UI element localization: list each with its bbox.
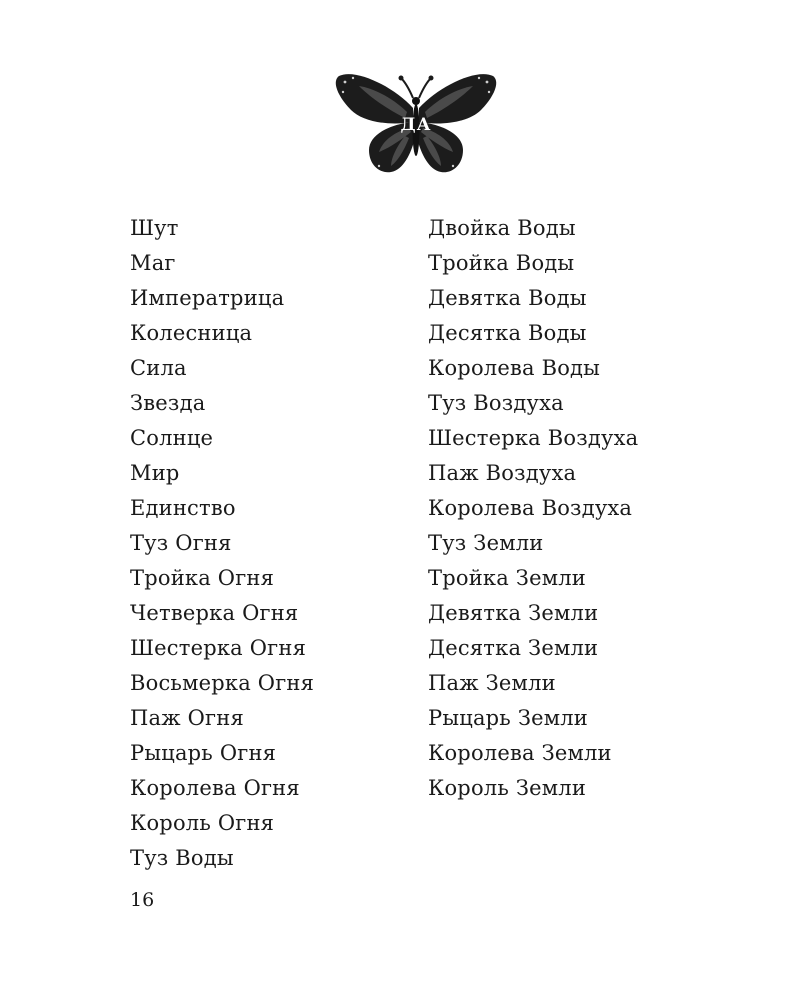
card-name: Девятка Воды xyxy=(428,286,587,310)
card-name: Шестерка Воздуха xyxy=(428,426,639,450)
card-name: Туз Огня xyxy=(130,531,232,555)
card-name: Шут xyxy=(130,216,179,240)
card-list-left xyxy=(130,211,314,876)
card-name: Единство xyxy=(130,496,236,520)
card-name: Королева Земли xyxy=(428,741,612,765)
card-name: Шестерка Огня xyxy=(130,636,307,660)
page-number: 16 xyxy=(130,889,155,911)
card-name: Паж Воздуха xyxy=(428,461,577,485)
card-name: Туз Воздуха xyxy=(428,391,564,415)
card-name: Десятка Земли xyxy=(428,636,599,660)
card-name: Звезда xyxy=(130,391,206,415)
card-name: Мир xyxy=(130,461,180,485)
card-name: Солнце xyxy=(130,426,214,450)
card-name: Туз Воды xyxy=(130,846,234,870)
card-name: Сила xyxy=(130,356,187,380)
card-name: Королева Огня xyxy=(130,776,300,800)
card-name: Тройка Воды xyxy=(428,251,575,275)
card-name: Рыцарь Огня xyxy=(130,741,277,765)
card-name: Императрица xyxy=(130,286,285,310)
card-name: Паж Земли xyxy=(428,671,556,695)
card-name: Король Огня xyxy=(130,811,275,835)
card-name: Маг xyxy=(130,251,176,275)
card-name: Колесница xyxy=(130,321,253,345)
card-list-right xyxy=(428,211,638,806)
card-name: Туз Земли xyxy=(428,531,544,555)
emblem-label: ДА xyxy=(400,115,432,135)
card-name: Король Земли xyxy=(428,776,587,800)
butterfly-emblem xyxy=(333,68,499,176)
card-name: Двойка Воды xyxy=(428,216,576,240)
card-name: Паж Огня xyxy=(130,706,244,730)
card-name: Десятка Воды xyxy=(428,321,587,345)
card-name: Королева Воды xyxy=(428,356,601,380)
card-name: Восьмерка Огня xyxy=(130,671,315,695)
card-name: Девятка Земли xyxy=(428,601,599,625)
card-name: Четверка Огня xyxy=(130,601,299,625)
card-name: Тройка Огня xyxy=(130,566,275,590)
card-name: Рыцарь Земли xyxy=(428,706,589,730)
card-name: Королева Воздуха xyxy=(428,496,633,520)
card-name: Тройка Земли xyxy=(428,566,586,590)
